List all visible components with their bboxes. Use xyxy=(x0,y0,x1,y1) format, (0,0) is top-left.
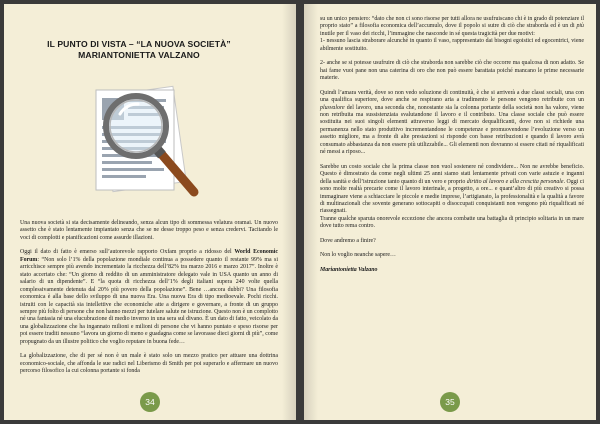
left-body-text xyxy=(20,220,278,376)
oxfam-text-b: : “Non solo l’1% della popolazione mondiale continua a possedere quanto il restante 99% ma si arricchisce sempre più avendo incrementato la ricchezza dell’82% tra marzo 2016 e marzo 2017”. Inoltre è stato accertato che: “Un giorno di reddito di un amministratore delegato vale in USA quanto un anno di salario di un dipendente”. E “la quota di ricchezza dell’1% degli italiani supera 240 volte quella complessivamente detenuta dal 20% più povero della popolazione”. Bene …ancora dubbi? Una filosofia economica è alla base dello sviluppo di una nuova Era. Una nuova Era di tipo medioevale. Pochi ricchi. istruiti con le capacità sia intellettive che economiche atte a dirigere e governare, a fronte di un gruppo sempre più folto di persone che non hanno mezzi per tutelare salute ne istruzione. Questo non è un complotto né una fantasia né una elucubrazione di medio inverno in una sera sul divano. È un dato di fatto, veicolato da una globalizzazione che ha ingannato milioni e milioni di persone che vi hanno puntato e speso risorse per poi essere traditi nessuno “lavora un giorno di meno e guadagna come se lavorasse dieci giorni di più”, come propugnato da un illustre politico che voglio reputare in buona fede… xyxy=(20,256,278,345)
social-cost-text-c: Tranne qualche sparuta onorevole eccezione che ancora combatte una battaglia di principio solitaria in un mare dove tutto rema contro. xyxy=(320,215,584,230)
gutter-shadow xyxy=(282,4,296,420)
continuation-italic: più xyxy=(576,23,584,30)
classes-text-b: del lavoro, una seconda che, nonostante sia la colonna portante della società non ha valore, viene non retribuita ma sussistenziata svalutandone il lavoro e il contributo. Una classe sociale che può essere sostituita nei suoi singoli elementi attraverso leggi di mercato dequalificanti, dove non si richiede una permanenza nello stato produttivo incrementandone le competenze e promuovendone l’evoluzione verso un assetto migliore, ma a fronte di alte prestazioni si risponde con basse retribuzioni e quando il lavoro avrà consumato abbastanza da non essere più utilizzabile... Gli elementi non dovranno si essere citati né riqualificati né messi a riposo... xyxy=(320,104,584,156)
author-signature: Mariantonietta Valzano xyxy=(320,266,378,273)
classes-text-a: Quindi l’amara verità, dove so non vedo soluzione di continuità, è che si arriverà a due classi sociali, una con una qualifica superiore, dove anche se respirano aria a tradimento le persone vengono retribuite con un xyxy=(320,89,584,104)
intro-paragraph: Una nuova società si sta decisamente delineando, senza alcun tipo di sommessa velatura oramai. Un nuovo assetto che è stato lentamente impiantato senza che se ne desse troppo peso e senza credervi. Tacitando le voci di complotti e pianificazioni come assurde illazioni. xyxy=(20,220,278,241)
social-cost-text-b: . Oggi ci sono molte realtà precarie come il lavoro interinale, a progetto, a ore... e quant’altro di più creativo si possa immaginare viene a schiacciare le piccole e medie imprese, l’artigianato, la professionalità e la qualità a favore di multinazionali che sovente generano sottocapiti o disoccupati conquistanti non vengono più riqualificati né riassegnati. xyxy=(320,178,585,215)
title-author: MARIANTONIETTA VALZANO xyxy=(78,50,200,60)
continuation-paragraph xyxy=(320,16,584,53)
two-classes-paragraph xyxy=(320,90,584,157)
oxfam-text-a: Oggi il dato di fatto è emerso sull’autorevole rapporto Oxfam proprio a ridosso del xyxy=(20,249,235,256)
plusvalore-italic: plusvalore xyxy=(320,104,345,111)
social-cost-paragraph xyxy=(320,164,584,231)
continuation-text-b: inutile per il vaso dei ricchi, l’immagine che nasconde in sé questa tragicità per due motivi: xyxy=(320,30,535,37)
page-number-left: 34 xyxy=(140,392,160,412)
right-to-work-italic: diritto al lavoro e alla crescita personale xyxy=(466,178,564,185)
gutter-shadow xyxy=(304,4,318,420)
right-body-text xyxy=(320,16,584,274)
social-cost-text-a: Sarebbe un costo sociale che la prima classe non vuol sostenere né condividere... Non ne avrebbe beneficio. Questo è dimostrato da come negli ultimi 25 anni siamo stati lentamente privati con varie astuzie e inganni della sanità e dell’istruzione tanto quanto di un vero e proprio xyxy=(320,163,584,185)
oxfam-paragraph xyxy=(20,249,278,346)
globalization-paragraph: La globalizzazione, che di per sé non è un male è stato solo un mezzo pratico per attuare una dottrina economico-sociale, che affonda le sue radici nel Liberismo di Smith per poi superarlo e affermare un nuovo percorso filosofico la cui colonna portante si fonda xyxy=(20,353,278,375)
question-line: Dove andremo a finire? xyxy=(320,237,376,244)
left-page xyxy=(4,4,296,420)
right-page xyxy=(304,4,596,420)
closing-line: Non lo voglio neanche sapere… xyxy=(320,252,396,259)
continuation-text-a: su un unico pensiero: “dato che non ci sono risorse per tutti allora ne usufruiscano chi è in grado di potenziare il proprio stato” a filosofia economica dell’accumulo, dove il popolo si sutre di ciò che straborda ed è un di xyxy=(320,16,584,30)
magnifier-document-illustration xyxy=(76,80,206,205)
list-item-2: 2- anche se si potesse usufruire di ciò che straborda non sarebbe ciò che occorre ma qualcosa di non adatto. Se hai fame vuoi pane non una caterina di oro che non può essere barattata poiché mancano le prime necessarie materie. xyxy=(320,60,584,82)
list-item-1: 1- nessuno lascia straborare alcunché in quanto il vaso, rappresentato dai bisogni egoistici ed egocentrici, viene abilmente sostituito. xyxy=(320,38,584,52)
page-number-right: 35 xyxy=(440,392,460,412)
article-title xyxy=(24,39,254,61)
wef-bold-text: World Economic Forum xyxy=(20,249,278,263)
title-line-1: IL PUNTO DI VISTA – “LA NUOVA SOCIETÀ” xyxy=(47,39,231,49)
